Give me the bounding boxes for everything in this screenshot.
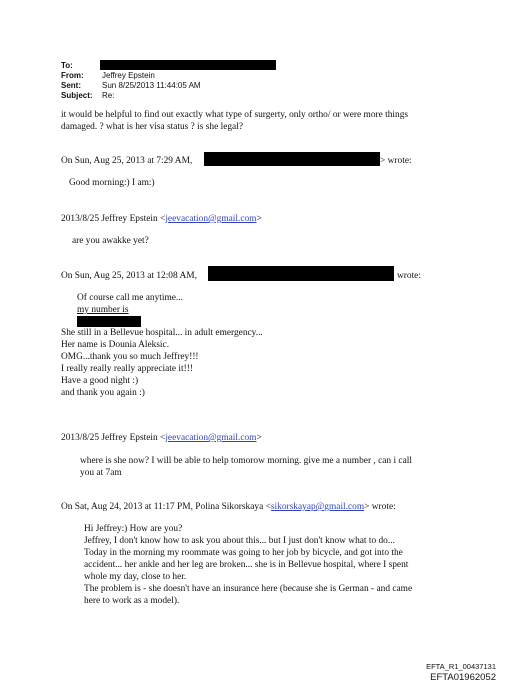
- quote-3-line-8: and thank you again :): [61, 388, 145, 398]
- redaction-bar: [208, 266, 394, 281]
- quote-5-line-6: The problem is - she doesn't have an insurance here (because she is German - and came: [84, 584, 413, 594]
- from-label: From:: [61, 71, 84, 80]
- subject-label: Subject:: [61, 91, 93, 100]
- quote-2-body: are you awakke yet?: [72, 236, 149, 246]
- to-label: To:: [61, 61, 73, 70]
- quote-4-line-2: you at 7am: [80, 468, 122, 478]
- quote-header-3-suffix: wrote:: [397, 271, 421, 281]
- quote-3-line-7: Have a good night :): [61, 376, 139, 386]
- quote-5-line-1: Hi Jeffrey:) How are you?: [84, 524, 183, 534]
- sent-label: Sent:: [61, 81, 81, 90]
- quote-3-line-4: Her name is Dounia Aleksic.: [61, 340, 170, 350]
- quote-header-5: On Sat, Aug 24, 2013 at 11:17 PM, Polina Sikorskaya <sikorskayap@gmail.com> wrote:: [61, 502, 396, 512]
- quote-header-4: 2013/8/25 Jeffrey Epstein <jeevacation@gmail.com>: [61, 433, 262, 443]
- quote-5-line-3: Today in the morning my roommate was going to her job by bicycle, and got into the: [84, 548, 403, 558]
- quote-3-line-6: I really really really appreciate it!!!: [61, 364, 193, 374]
- redaction-bar: [100, 60, 276, 70]
- email-link[interactable]: sikorskayap@gmail.com: [270, 502, 365, 512]
- quote-5-line-7: here to work as a model).: [84, 596, 180, 606]
- quote-1-body: Good morning:) I am:): [69, 178, 155, 188]
- bates-number-1: EFTA_R1_00437131: [426, 662, 496, 671]
- sent-value: Sun 8/25/2013 11:44:05 AM: [102, 81, 201, 90]
- quote-header-1-suffix: > wrote:: [380, 156, 412, 166]
- quote-3-line-1: Of course call me anytime...: [77, 293, 183, 303]
- quote-5-line-2: Jeffrey, I don't know how to ask you about this... but I just don't know what to do...: [84, 536, 395, 546]
- bates-number-2: EFTA01962052: [430, 672, 496, 683]
- from-value: Jeffrey Epstein: [102, 71, 155, 80]
- email-link[interactable]: jeevacation@gmail.com: [165, 433, 257, 443]
- quote-header-2: 2013/8/25 Jeffrey Epstein <jeevacation@gmail.com>: [61, 214, 262, 224]
- redaction-bar: [77, 316, 141, 327]
- quote-5-line-4: accident... her ankle and her leg are broken... she is in Bellevue hospital, where I spent: [84, 560, 409, 570]
- redaction-bar: [204, 152, 380, 166]
- subject-value: Re:: [102, 91, 115, 100]
- quote-header-1: On Sun, Aug 25, 2013 at 7:29 AM,: [61, 156, 193, 166]
- quote-3-line-3: She still in a Bellevue hospital... in adult emergency...: [61, 328, 263, 338]
- body-line-2: damaged. ? what is her visa status ? is she legal?: [61, 122, 243, 132]
- quote-4-line-1: where is she now? I will be able to help tomorow morning. give me a number , can i call: [80, 456, 412, 466]
- quote-header-3: On Sun, Aug 25, 2013 at 12:08 AM,: [61, 271, 197, 281]
- body-line-1: it would be helpful to find out exactly what type of surgerty, only ortho/ or were more things: [61, 110, 409, 120]
- email-link[interactable]: jeevacation@gmail.com: [165, 214, 257, 224]
- quote-3-line-2: my number is: [77, 305, 129, 315]
- quote-3-line-5: OMG...thank you so much Jeffrey!!!: [61, 352, 199, 362]
- quote-5-line-5: whole my day, close to her.: [84, 572, 187, 582]
